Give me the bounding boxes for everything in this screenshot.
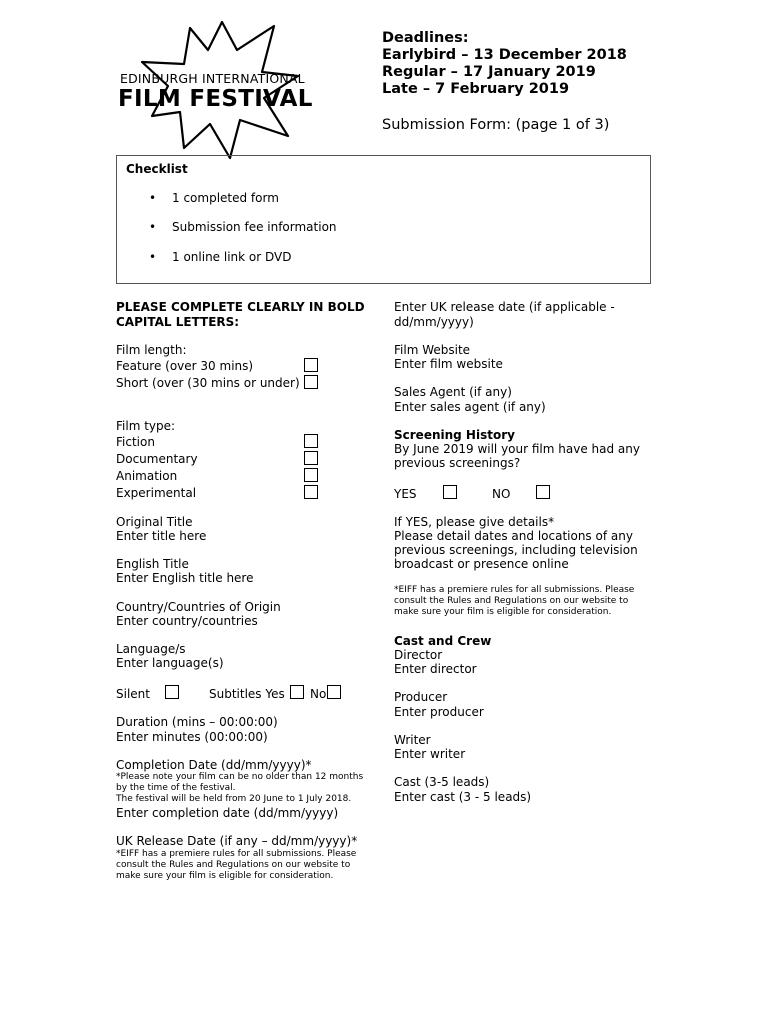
- experimental-checkbox[interactable]: [304, 485, 318, 499]
- form-title: Submission Form: (page 1 of 3): [382, 117, 610, 133]
- animation-label: Animation: [116, 469, 178, 483]
- logo-line-1: EDINBURGH INTERNATIONAL: [120, 71, 305, 86]
- instruction-line-2: CAPITAL LETTERS:: [116, 315, 240, 329]
- subtitles-no-label: No: [310, 687, 327, 701]
- documentary-label: Documentary: [116, 452, 198, 466]
- experimental-label: Experimental: [116, 486, 197, 500]
- short-checkbox[interactable]: [304, 375, 318, 389]
- uk-release-field-line-2[interactable]: dd/mm/yyyy): [394, 315, 474, 329]
- english-title-label: English Title: [116, 557, 189, 571]
- subtitles-yes-checkbox[interactable]: [290, 685, 304, 699]
- cast-field[interactable]: Enter cast (3 - 5 leads): [394, 790, 532, 804]
- documentary-checkbox[interactable]: [304, 451, 318, 465]
- cast-label: Cast (3-5 leads): [394, 775, 490, 789]
- english-title-field[interactable]: Enter English title here: [116, 571, 254, 585]
- completion-note-2: by the time of the festival.: [116, 783, 236, 793]
- premiere-note-2: consult the Rules and Regulations on our website to: [394, 596, 629, 606]
- checklist-item: [149, 250, 291, 264]
- film-website-field[interactable]: Enter film website: [394, 357, 503, 371]
- checklist-item-label: 1 completed form: [172, 191, 279, 205]
- deadline-earlybird: Earlybird – 13 December 2018: [382, 47, 627, 63]
- festival-logo: [112, 20, 313, 160]
- country-label: Country/Countries of Origin: [116, 600, 281, 614]
- checklist-title: Checklist: [126, 162, 188, 176]
- yes-label: YES: [394, 487, 417, 501]
- deadline-late: Late – 7 February 2019: [382, 81, 570, 97]
- duration-field[interactable]: Enter minutes (00:00:00): [116, 730, 268, 744]
- producer-field[interactable]: Enter producer: [394, 705, 484, 719]
- deadlines-title: Deadlines:: [382, 30, 469, 46]
- checklist-item-label: 1 online link or DVD: [172, 250, 292, 264]
- film-website-label: Film Website: [394, 343, 471, 357]
- uk-release-note-1: *EIFF has a premiere rules for all submissions. Please: [116, 849, 357, 859]
- uk-release-date-label: UK Release Date (if any – dd/mm/yyyy)*: [116, 834, 358, 848]
- duration-label: Duration (mins – 00:00:00): [116, 715, 278, 729]
- details-label: If YES, please give details*: [394, 515, 555, 529]
- cast-crew-heading: Cast and Crew: [394, 634, 492, 648]
- film-type-label: Film type:: [116, 419, 176, 433]
- silent-label: Silent: [116, 687, 150, 701]
- original-title-field[interactable]: Enter title here: [116, 529, 207, 543]
- details-field-line-1[interactable]: Please detail dates and locations of any: [394, 529, 633, 543]
- details-field-line-3[interactable]: broadcast or presence online: [394, 557, 569, 571]
- checklist-item: [149, 220, 337, 234]
- checklist-item: [149, 191, 279, 205]
- fiction-label: Fiction: [116, 435, 155, 449]
- uk-release-field-line-1[interactable]: Enter UK release date (if applicable -: [394, 300, 615, 314]
- country-field[interactable]: Enter country/countries: [116, 614, 258, 628]
- subtitles-no-checkbox[interactable]: [327, 685, 341, 699]
- details-field-line-2[interactable]: previous screenings, including television: [394, 543, 638, 557]
- sales-agent-field[interactable]: Enter sales agent (if any): [394, 400, 546, 414]
- film-length-label: Film length:: [116, 343, 187, 357]
- completion-date-label: Completion Date (dd/mm/yyyy)*: [116, 758, 312, 772]
- writer-field[interactable]: Enter writer: [394, 747, 466, 761]
- feature-label: Feature (over 30 mins): [116, 359, 254, 373]
- screening-question-line-1: By June 2019 will your film have had any: [394, 442, 640, 456]
- director-field[interactable]: Enter director: [394, 662, 477, 676]
- bullet-icon: •: [149, 220, 157, 234]
- language-field[interactable]: Enter language(s): [116, 656, 224, 670]
- animation-checkbox[interactable]: [304, 468, 318, 482]
- checklist-item-label: Submission fee information: [172, 220, 337, 234]
- deadlines-block: [382, 30, 627, 98]
- completion-note-3: The festival will be held from 20 June to 1 July 2018.: [116, 794, 352, 804]
- deadline-regular: Regular – 17 January 2019: [382, 64, 596, 80]
- screening-no-checkbox[interactable]: [536, 485, 550, 499]
- silent-checkbox[interactable]: [165, 685, 179, 699]
- fiction-checkbox[interactable]: [304, 434, 318, 448]
- screening-history-heading: Screening History: [394, 428, 515, 442]
- producer-label: Producer: [394, 690, 448, 704]
- premiere-note-1: *EIFF has a premiere rules for all submissions. Please: [394, 585, 635, 595]
- screening-question-line-2: previous screenings?: [394, 456, 521, 470]
- completion-date-field[interactable]: Enter completion date (dd/mm/yyyy): [116, 806, 339, 820]
- bullet-icon: •: [149, 191, 157, 205]
- premiere-note-3: make sure your film is eligible for consideration.: [394, 607, 612, 617]
- completion-note-1: *Please note your film can be no older than 12 months: [116, 772, 364, 782]
- uk-release-note-3: make sure your film is eligible for consideration.: [116, 871, 334, 881]
- writer-label: Writer: [394, 733, 431, 747]
- original-title-label: Original Title: [116, 515, 193, 529]
- screening-yes-checkbox[interactable]: [443, 485, 457, 499]
- sales-agent-label: Sales Agent (if any): [394, 385, 512, 399]
- language-label: Language/s: [116, 642, 186, 656]
- bullet-icon: •: [149, 250, 157, 264]
- director-label: Director: [394, 648, 443, 662]
- logo-line-2: FILM FESTIVAL: [118, 86, 313, 112]
- no-label: NO: [492, 487, 511, 501]
- instruction-line-1: PLEASE COMPLETE CLEARLY IN BOLD: [116, 300, 365, 314]
- uk-release-note-2: consult the Rules and Regulations on our website to: [116, 860, 351, 870]
- short-label: Short (over (30 mins or under): [116, 376, 300, 390]
- checklist-box: [116, 155, 651, 284]
- feature-checkbox[interactable]: [304, 358, 318, 372]
- subtitles-yes-label: Subtitles Yes: [209, 687, 285, 701]
